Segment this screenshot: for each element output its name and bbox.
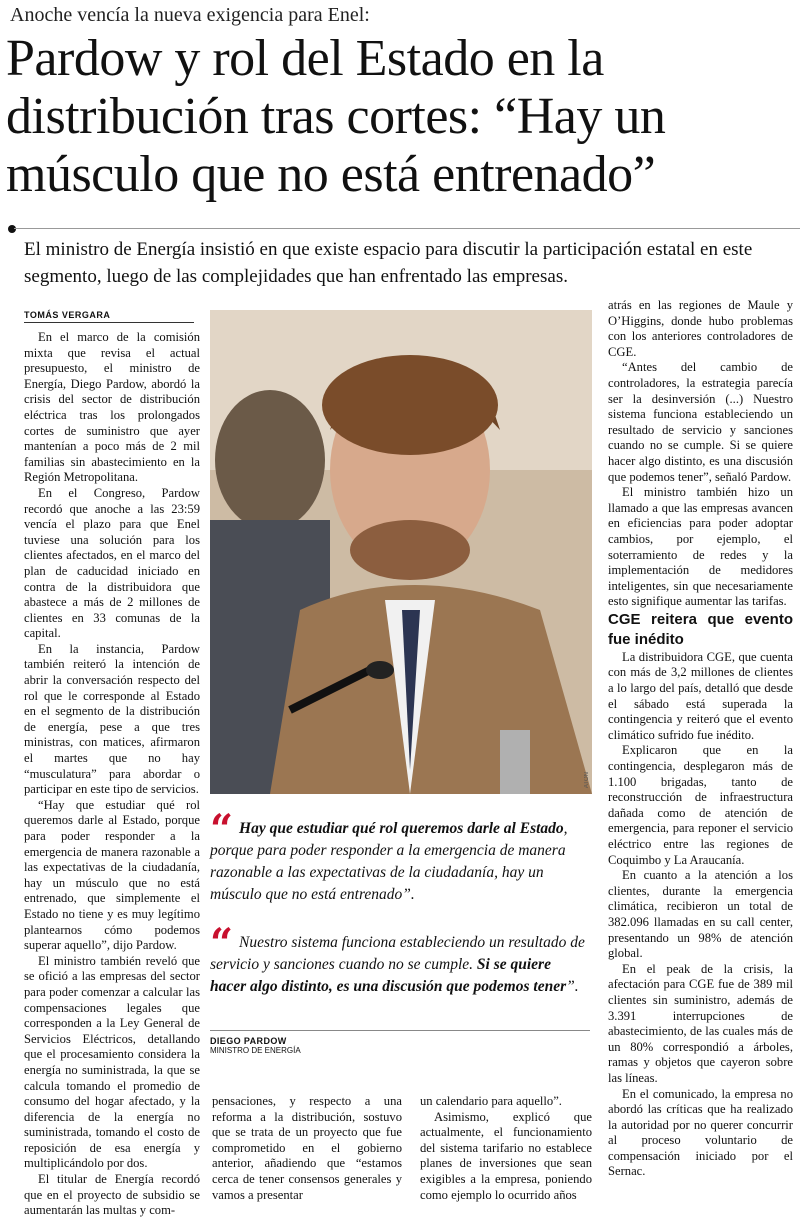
paragraph: El titular de Energía recordó que en el proyecto de subsidio se aumentarán las multas y com- <box>24 1172 200 1218</box>
quote-credit <box>210 1036 301 1055</box>
quote-divider <box>210 1030 590 1031</box>
paragraph: En el marco de la comisión mixta que revisa el actual presupuesto, el ministro de Energía, Diego Pardow, abordó la crisis del sector de distribución eléctrica tras los prolongados cortes de suministro que ayer mantenían a poco más de 2 mil familias sin abastecimiento en la Región Metropolitana. <box>24 330 200 485</box>
quote-credit-role: MINISTRO DE ENERGÍA <box>210 1046 301 1055</box>
headline-bullet <box>8 225 16 233</box>
column-1 <box>24 330 200 1219</box>
subhead: El ministro de Energía insistió en que existe espacio para discutir la participación estatal en este segmento, luego de las complejidades que han enfrentado las empresas. <box>24 239 753 287</box>
paragraph: En el peak de la crisis, la afectación para CGE fue de 389 mil clientes sin suministro, además de 3.391 interrupciones de abastecimiento, de las cuales más de un 80% correspondió a árboles, ramas y objetos que cayeron sobre las líneas. <box>608 961 793 1085</box>
headline: Pardow y rol del Estado en la distribución tras cortes: “Hay un músculo que no está entrenado” <box>6 30 666 203</box>
headline-divider <box>14 228 800 229</box>
paragraph: Explicaron que en la contingencia, desplegaron más de 1.100 brigadas, tanto de reconstrucción de infraestructura dañada como de atención de emergencia, para reponer el servicio eléctrico entre las regiones de Coquimbo y La Araucanía. <box>608 743 793 867</box>
paragraph: “Antes del cambio de controladores, la estrategia parecía ser la desinversión (...) Nuestro sistema funciona estableciendo un resultado de servicio y sanciones cuando no se cumple. Si se quiere hacer algo distinto, es una discusión que podemos tener”, señaló Pardow. <box>608 360 793 484</box>
paragraph: un calendario para aquello”. <box>420 1094 562 1108</box>
paragraph: En la instancia, Pardow también reiteró la intención de abrir la conversación respecto del rol que le corresponde al Estado en el segmento de la distribución de energía, pese a que tres ministras, con matices, afirmaron el martes que no hay “musculatura” para abordar o participar en este tipo de servicios. <box>24 641 200 797</box>
column-3 <box>420 1094 592 1203</box>
photo-credit: ATON <box>584 771 590 788</box>
quote-lead: Nuestro sistema funciona estableciendo un resultado de servicio y sanciones cuando no se cumple. <box>210 934 585 973</box>
paragraph: pensaciones, y respecto a una reforma a la distribución, sostuvo que se trata de un proyecto que fue comprometido en el gobierno anterior, añadiendo que “estamos cerca de tener consensos generales y vamos a presentar <box>212 1094 402 1202</box>
column-4 <box>608 298 793 1180</box>
quote-rest: , porque para poder responder a la emergencia de manera razonable a las expectativas de la ciudadanía, hay un músculo que no está entrenado”. <box>210 820 568 903</box>
paragraph: El ministro también hizo un llamado a que las empresas avancen en eficiencias para poder adoptar cambios, por ejemplo, el soterramiento de redes y la implementación de medidores inteligentes, sin que necesariamente esto signifique aumentar las tarifas. <box>608 485 793 609</box>
paragraph: En el Congreso, Pardow recordó que anoche a las 23:59 vencía el plazo para que Enel tuviese una solución para los clientes afectados, en el marco del plan de caducidad iniciado en contra de la distribuidora que abastece a más de 2 millones de clientes en 33 comunas de la capital. <box>24 485 200 641</box>
crosshead: CGE reitera que evento fue inédito <box>608 610 793 648</box>
byline-divider <box>24 322 194 323</box>
paragraph: atrás en las regiones de Maule y O’Higgins, donde hubo problemas con los anteriores controladores de CGE. <box>608 298 793 359</box>
quote-credit-name: DIEGO PARDOW <box>210 1036 287 1046</box>
pull-quote-2 <box>210 920 590 998</box>
paragraph: “Hay que estudiar qué rol queremos darle al Estado, porque para poder responder a la emergencia de manera razonable a las expectativas de la ciudadanía, hay un músculo que no está entrenado, que simplemente el Estado no tiene y es muy legítimo plantearnos cómo podemos superar aquello”, dijo Pardow. <box>24 797 200 953</box>
byline: TOMÁS VERGARA <box>24 310 111 320</box>
photo-illustration <box>210 310 592 794</box>
kicker: Anoche vencía la nueva exigencia para Enel: <box>10 4 370 26</box>
paragraph: En cuanto a la atención a los clientes, durante la emergencia climática, recibieron un total de 382.096 llamadas en su call center, presentando un 98% de atención global. <box>608 868 793 961</box>
quote-lead: Hay que estudiar qué rol queremos darle al Estado <box>239 820 564 837</box>
paragraph: Asimismo, explicó que actualmente, el funcionamiento del sistema tarifario no establece planes de inversiones que sean exigibles a la empresa, poniendo como ejemplo lo ocurrido años <box>420 1109 592 1202</box>
paragraph: El ministro también reveló que se ofició a las empresas del sector para poder comenzar a calcular las compensaciones legales que corresponden a la Ley General de Servicios Eléctricos, detallando que el procesamiento considera la energía no suministrada, la que se calcula tomando el promedio de consumo del hogar afectado, y la diferencia de la energía no suministrada, tomando el costo de reposición de esa energía y multiplicándolo por dos. <box>24 953 200 1171</box>
quote-mark-icon: “ <box>210 920 234 967</box>
quote-end: ”. <box>566 978 579 995</box>
paragraph: La distribuidora CGE, que cuenta con más de 3,2 millones de clientes a lo largo del país, detalló que desde el sábado está superada la contingencia y reiteró que el evento climático sufrido fue inédito. <box>608 649 793 742</box>
pull-quote-1 <box>210 806 590 906</box>
minister-photo <box>210 310 592 794</box>
quote-mark-icon: “ <box>210 806 234 853</box>
quote-bold: Si se quiere hacer algo distinto, es una discusión que podemos tener <box>210 956 567 995</box>
paragraph: En el comunicado, la empresa no abordó las críticas que ha realizado la autoridad por no querer concurrir al proceso voluntario de compensación iniciado por el Sernac. <box>608 1086 793 1179</box>
column-2 <box>212 1094 402 1203</box>
